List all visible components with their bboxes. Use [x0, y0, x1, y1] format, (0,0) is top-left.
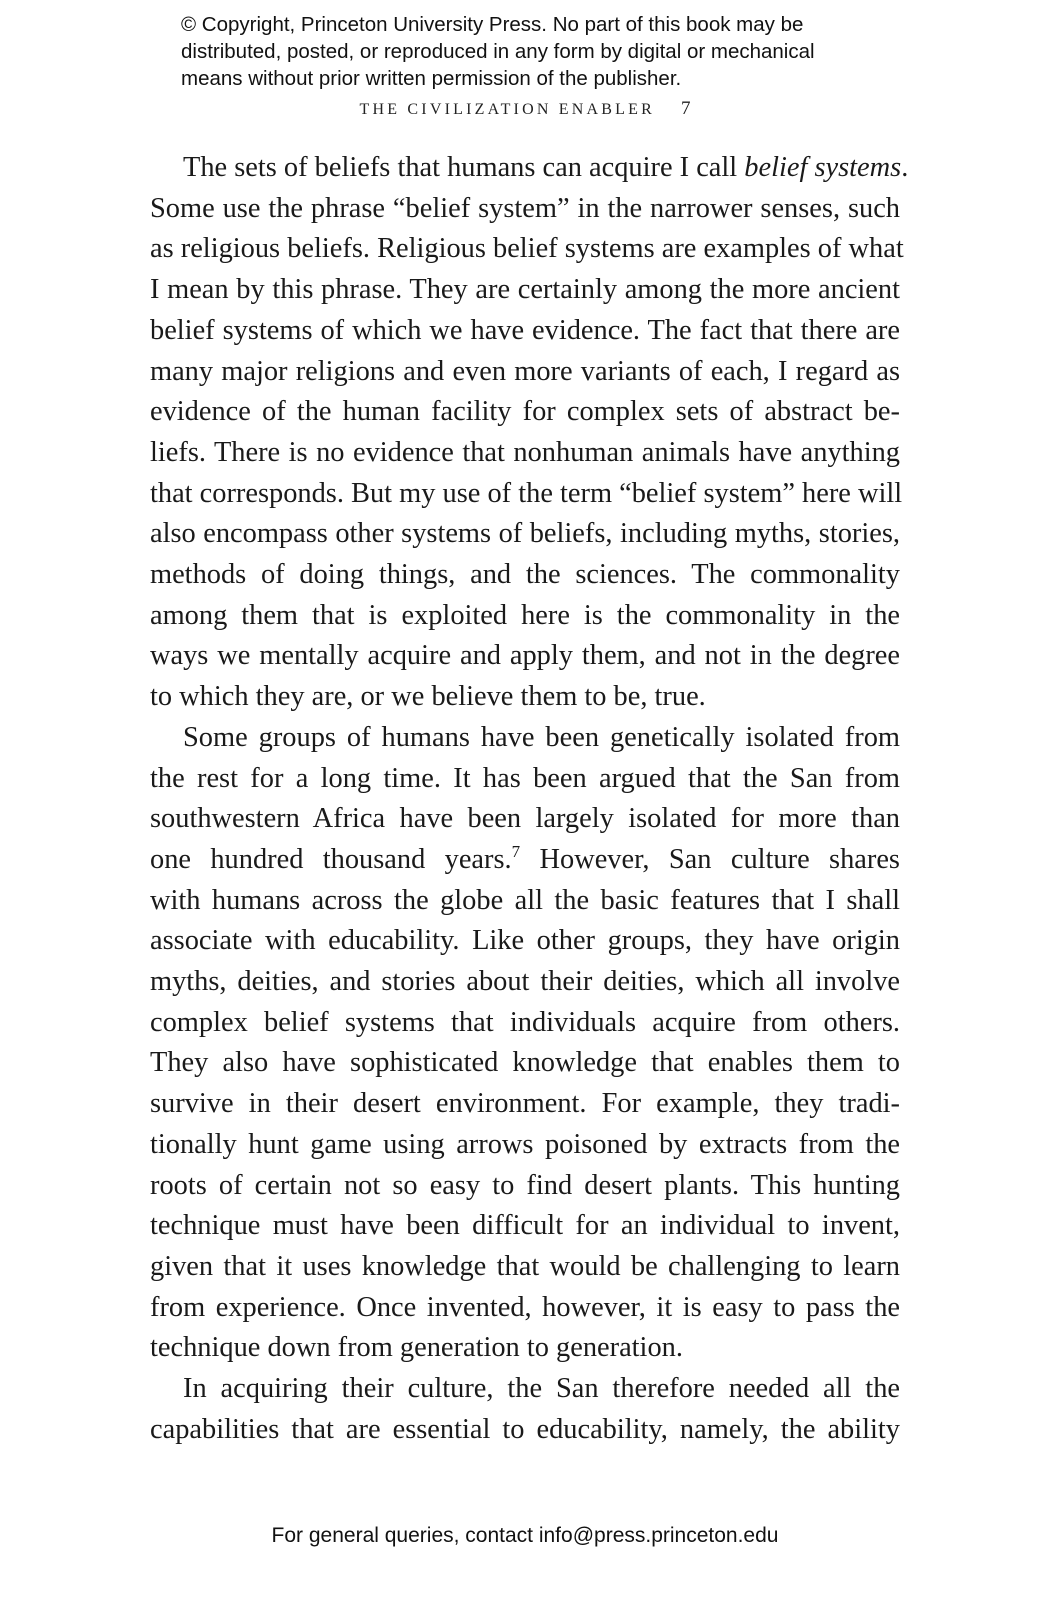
copyright-line: distributed, posted, or reproduced in any form by digital or mechanical [181, 40, 815, 63]
text-line: given that it uses knowledge that would be challenging to learn [150, 1250, 900, 1282]
text-line: ways we mentally acquire and apply them, and not in the degree [150, 640, 900, 672]
text-line: liefs. There is no evidence that nonhuman animals have anything [150, 436, 900, 468]
paragraph [150, 1369, 900, 1450]
text-line: that corresponds. But my use of the term “belief system” here will [150, 477, 903, 509]
text-line: Some use the phrase “belief system” in the narrower senses, such [150, 192, 900, 224]
text-line: myths, deities, and stories about their deities, which all involve [150, 966, 900, 998]
text-line: with humans across the globe all the basic features that I shall [150, 884, 900, 916]
copyright-line: means without prior written permission of the publisher. [181, 67, 682, 90]
page-number: 7 [680, 98, 691, 119]
italic-term: belief systems [744, 152, 902, 183]
text-line: They also have sophisticated knowledge that enables them to [150, 1047, 900, 1079]
text-line: In acquiring their culture, the San therefore needed all the [183, 1373, 900, 1405]
text-line: tionally hunt game using arrows poisoned by extracts from the [150, 1128, 900, 1160]
running-head-title: THE CIVILIZATION ENABLER [359, 101, 655, 118]
text-line: survive in their desert environment. For example, they tradi- [150, 1088, 900, 1120]
text-line: from experience. Once invented, however, it is easy to pass the [150, 1291, 900, 1323]
text-line: complex belief systems that individuals acquire from others. [150, 1006, 900, 1038]
text-line: among them that is exploited here is the commonality in the [150, 599, 900, 631]
text-line: also encompass other systems of beliefs, including myths, stories, [150, 518, 900, 550]
running-head [0, 98, 1050, 120]
text-line: The sets of beliefs that humans can acquire I call belief systems. [183, 152, 909, 183]
text-line: southwestern Africa have been largely isolated for more than [150, 803, 900, 835]
text-line: technique must have been difficult for an individual to invent, [150, 1210, 900, 1242]
text-line: associate with educability. Like other groups, they have origin [150, 925, 900, 957]
text-line: to which they are, or we believe them to be, true. [150, 681, 706, 713]
text-line: I mean by this phrase. They are certainly among the more ancient [150, 274, 900, 306]
text-line: Some groups of humans have been genetically isolated from [183, 721, 900, 753]
text-line: as religious beliefs. Religious belief systems are examples of what [150, 233, 904, 265]
text-line: the rest for a long time. It has been argued that the San from [150, 762, 900, 794]
paragraph [150, 148, 909, 718]
text-line: many major religions and even more variants of each, I regard as [150, 355, 900, 387]
footer-contact: For general queries, contact info@press.princeton.edu [271, 1524, 779, 1547]
text-line: technique down from generation to generation. [150, 1332, 683, 1364]
text-line: one hundred thousand years.$^7$ However, San culture shares [150, 841, 900, 875]
text-line: evidence of the human facility for complex sets of abstract be- [150, 396, 900, 428]
text-line: belief systems of which we have evidence. The fact that there are [150, 314, 900, 346]
body-text [150, 148, 909, 1451]
copyright-line: © Copyright, Princeton University Press. No part of this book may be [181, 13, 804, 36]
footnote-marker: 7 [511, 841, 521, 861]
paragraph [150, 718, 900, 1369]
text-line: roots of certain not so easy to find desert plants. This hunting [150, 1169, 900, 1201]
copyright-notice [181, 11, 901, 92]
text-line: methods of doing things, and the sciences. The commonality [150, 559, 900, 591]
text-line: capabilities that are essential to educability, namely, the ability [150, 1413, 900, 1445]
